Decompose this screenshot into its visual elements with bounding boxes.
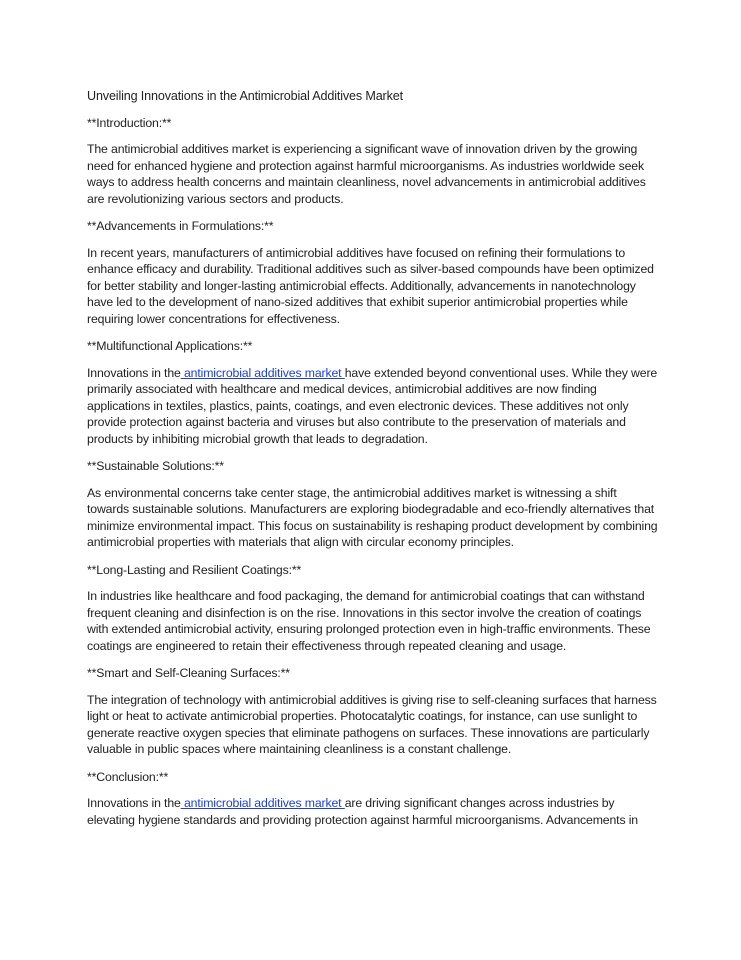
paragraph-sustainable: As environmental concerns take center stage, the antimicrobial additives market is witnessing a shift towards sustainable solutions. Manufacturers are exploring biodegradable and eco-friendly alternatives that minimize environmental impact. This focus on sustainability is reshaping product development by combining antimicrobial properties with materials that align with circular economy principles.	[87, 485, 658, 549]
heading-sustainable: **Sustainable Solutions:**	[87, 459, 224, 473]
paragraph-coatings: In industries like healthcare and food packaging, the demand for antimicrobial coatings that can withstand frequent cleaning and disinfection is on the rise. Innovations in this sector involve the creation of coatings with extended antimicrobial activity, ensuring prolonged protection even in high-traffic environments. These coatings are engineered to retain their effectiveness through repeated cleaning and usage.	[87, 589, 651, 653]
heading-multifunctional: **Multifunctional Applications:**	[87, 339, 253, 353]
document-body	[87, 88, 659, 839]
document-title: Unveiling Innovations in the Antimicrobial Additives Market	[87, 89, 403, 103]
heading-introduction: **Introduction:**	[87, 115, 172, 130]
paragraph-multifunctional-lead: Innovations in the	[87, 365, 181, 380]
paragraph-multifunctional-rest: have extended beyond conventional uses. While they were primarily associated with healthcare and medical devices, antimicrobial additives are now finding applications in textiles, plastics, paints, coatings, and even electronic devices. These additives not only provide protection against bacteria and viruses but also contribute to the preservation of materials and products by inhibiting microbial growth that leads to degradation.	[87, 365, 658, 446]
antimicrobial-additives-market-link[interactable]: antimicrobial additives market	[180, 365, 345, 380]
paragraph-conclusion-rest: are driving significant changes across industries by elevating hygiene standards and providing protection against harmful microorganisms. Advancements in	[87, 796, 638, 827]
paragraph-conclusion	[87, 795, 659, 828]
heading-formulations: **Advancements in Formulations:**	[87, 219, 274, 233]
paragraph-introduction: The antimicrobial additives market is experiencing a significant wave of innovation driven by the growing need for enhanced hygiene and protection against harmful microorganisms. As industries worldwide seek ways to address health concerns and maintain cleanliness, novel advancements in antimicrobial additives are revolutionizing various sectors and products.	[87, 142, 646, 206]
paragraph-multifunctional	[87, 365, 659, 448]
antimicrobial-additives-market-link[interactable]: antimicrobial additives market	[180, 796, 345, 810]
paragraph-formulations: In recent years, manufacturers of antimicrobial additives have focused on refining their formulations to enhance efficacy and durability. Traditional additives such as silver-based compounds have been optimized for better stability and longer-lasting antimicrobial effects. Additionally, advancements in nanotechnology have led to the development of nano-sized additives that exhibit superior antimicrobial properties while requiring lower concentrations for effectiveness.	[87, 245, 654, 326]
heading-conclusion: **Conclusion:**	[87, 769, 169, 784]
paragraph-conclusion-lead: Innovations in the	[87, 796, 181, 810]
heading-coatings: **Long-Lasting and Resilient Coatings:**	[87, 562, 302, 577]
heading-smart-surfaces: **Smart and Self-Cleaning Surfaces:**	[87, 666, 290, 680]
paragraph-smart-surfaces: The integration of technology with antimicrobial additives is giving rise to self-cleaning surfaces that harness light or heat to activate antimicrobial properties. Photocatalytic coatings, for instance, can use sunlight to generate reactive oxygen species that eliminate pathogens on surfaces. These innovations are particularly valuable in public spaces where maintaining cleanliness is a constant challenge.	[87, 692, 657, 756]
